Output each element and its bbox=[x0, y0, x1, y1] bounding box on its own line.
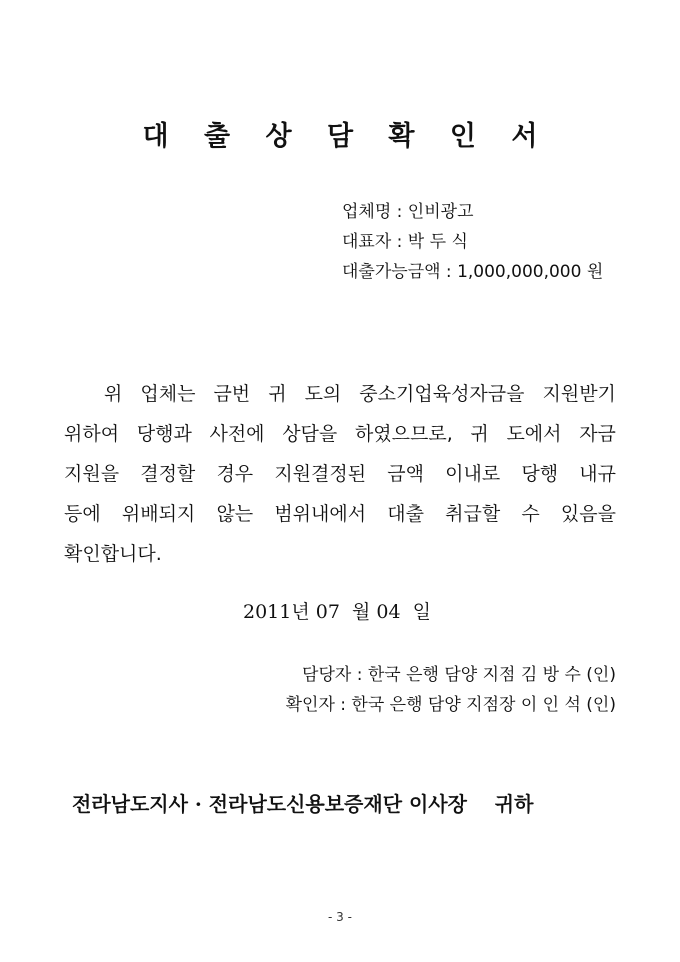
paragraph-line bbox=[64, 494, 616, 534]
paragraph-word: 하였으므로, bbox=[354, 423, 453, 445]
paragraph-word: 귀 bbox=[268, 383, 287, 405]
paragraph-word: 이내로 bbox=[445, 463, 501, 485]
company-info-block bbox=[342, 197, 603, 287]
officer-in-charge-line: 담당자 : 한국 은행 담양 지점 김 방 수 (인) bbox=[302, 665, 616, 685]
paragraph-word: 위하여 bbox=[64, 423, 120, 445]
paragraph-word: 위 bbox=[104, 383, 123, 405]
representative-line: 대표자 : 박 두 식 bbox=[342, 232, 468, 252]
loan-amount-line: 대출가능금액 : 1,000,000,000 원 bbox=[342, 262, 604, 282]
paragraph-line bbox=[64, 374, 616, 414]
recipient-line: 전라남도지사 · 전라남도신용보증재단 이사장 귀하 bbox=[72, 792, 534, 816]
paragraph-word: 당행과 bbox=[136, 423, 192, 445]
paragraph-word: 중소기업육성자금을 bbox=[359, 383, 525, 405]
paragraph-word: 상담을 bbox=[282, 423, 338, 445]
paragraph-word: 취급할 bbox=[445, 503, 501, 525]
paragraph-word: 지원결정된 bbox=[274, 463, 367, 485]
paragraph-line bbox=[64, 414, 616, 454]
paragraph-word: 사전에 bbox=[209, 423, 265, 445]
paragraph-word: 대출 bbox=[387, 503, 424, 525]
paragraph-word: 도의 bbox=[304, 383, 342, 405]
paragraph-word: 도에서 bbox=[506, 423, 562, 445]
paragraph-word: 금번 bbox=[213, 383, 251, 405]
document-date: 2011년 07 월 04 일 bbox=[243, 601, 432, 623]
paragraph-word: 귀 bbox=[470, 423, 489, 445]
paragraph-word: 수 bbox=[521, 503, 540, 525]
paragraph-word: 경우 bbox=[216, 463, 254, 485]
paragraph-word: 당행 bbox=[521, 463, 559, 485]
paragraph-line bbox=[64, 454, 616, 494]
paragraph-word: 금액 bbox=[387, 463, 424, 485]
company-name-line: 업체명 : 인비광고 bbox=[342, 202, 474, 222]
paragraph-word: 위배되지 bbox=[121, 503, 196, 525]
paragraph-word: 등에 bbox=[64, 503, 101, 525]
paragraph-word: 자금 bbox=[579, 423, 616, 445]
paragraph-word: 있음을 bbox=[560, 503, 616, 525]
paragraph-word: 않는 bbox=[216, 503, 254, 525]
paragraph-line: 확인합니다. bbox=[64, 543, 162, 565]
confirmation-paragraph bbox=[64, 374, 616, 574]
document-title: 대 출 상 담 확 인 서 bbox=[142, 121, 551, 152]
paragraph-word: 지원을 bbox=[64, 463, 120, 485]
page-number: - 3 - bbox=[328, 910, 352, 924]
paragraph-word: 업체는 bbox=[140, 383, 196, 405]
paragraph-word: 내규 bbox=[579, 463, 616, 485]
paragraph-word: 지원받기 bbox=[542, 383, 616, 405]
confirming-officer-line: 확인자 : 한국 은행 담양 지점장 이 인 석 (인) bbox=[285, 695, 616, 715]
paragraph-word: 결정할 bbox=[140, 463, 196, 485]
paragraph-word: 범위내에서 bbox=[274, 503, 367, 525]
officers-block bbox=[286, 660, 616, 720]
